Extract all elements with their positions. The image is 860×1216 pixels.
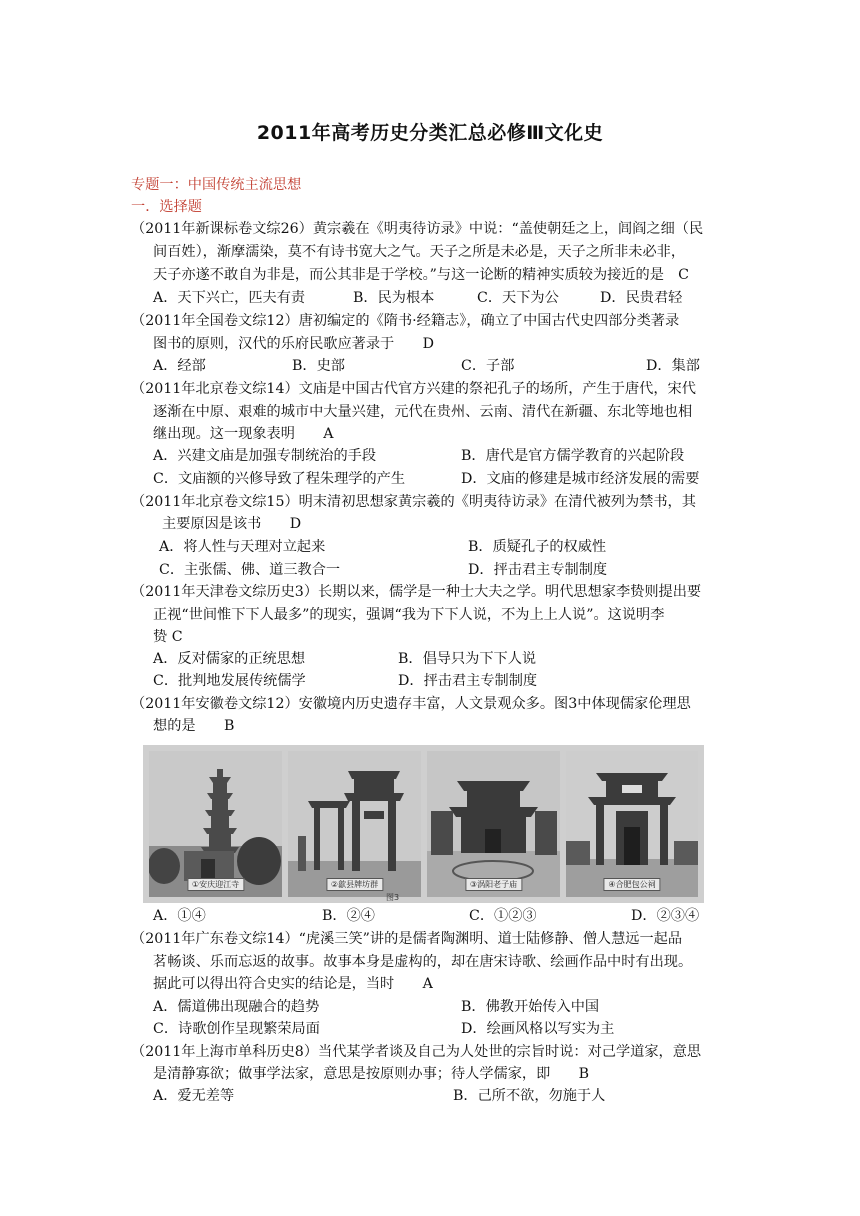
question-4-line-2: 主要原因是该书 D bbox=[162, 516, 302, 532]
question-2-option-d: D．集部 bbox=[646, 358, 700, 374]
question-7-line-1: （2011年广东卷文综14）“虎溪三笑”讲的是儒者陶渊明、道士陆修静、僧人慧远一起品 bbox=[131, 931, 683, 947]
question-7-line-3: 据此可以得出符合史实的结论是，当时 A bbox=[153, 976, 433, 992]
question-8-line-2: 是清静寡欲；做事学法家，意思是按原则办事；待人学儒家，即 B bbox=[153, 1066, 590, 1082]
photo-caption-3: ③涡阳老子庙 bbox=[465, 878, 522, 891]
question-3-line-2: 逐渐在中原、艰难的城市中大量兴建，元代在贵州、云南、清代在新疆、东北等地也相 bbox=[153, 404, 693, 420]
document-title: 2011年高考历史分类汇总必修Ⅲ文化史 bbox=[256, 122, 604, 144]
question-7-line-2: 茗畅谈、乐而忘返的故事。故事本身是虚构的，却在唐宋诗歌、绘画作品中时有出现。 bbox=[153, 954, 693, 970]
question-8-option-b: B．己所不欲，勿施于人 bbox=[453, 1088, 606, 1104]
question-1-line-1: （2011年新课标卷文综26）黄宗羲在《明夷待访录》中说：“盖使朝廷之上，闾阎之细（民 bbox=[131, 221, 704, 237]
topic-heading: 专题一：中国传统主流思想 bbox=[131, 177, 302, 193]
question-3-line-3: 继出现。这一现象表明 A bbox=[153, 426, 334, 442]
question-4-option-c: C．主张儒、佛、道三教合一 bbox=[159, 562, 341, 578]
photo-caption-2: ②歙县牌坊群 bbox=[326, 878, 383, 891]
question-5-option-c: C．批判地发展传统儒学 bbox=[153, 673, 306, 689]
question-2-option-c: C．子部 bbox=[461, 358, 515, 374]
question-1-option-d: D．民贵君轻 bbox=[600, 290, 683, 306]
question-7-option-d: D．绘画风格以写实为主 bbox=[461, 1021, 615, 1037]
question-5-line-3: 贽 C bbox=[153, 629, 183, 645]
question-2-line-1: （2011年全国卷文综12）唐初编定的《隋书·经籍志》，确立了中国古代史四部分类著录 bbox=[131, 313, 680, 329]
photo-caption-1: ①安庆迎江寺 bbox=[187, 878, 244, 891]
question-6-line-1: （2011年安徽卷文综12）安徽境内历史遗存丰富，人文景观众多。图3中体现儒家伦理思 bbox=[131, 696, 691, 712]
figure-label: 图3 bbox=[386, 893, 400, 902]
question-1-line-2: 间百姓），渐摩濡染，莫不有诗书宽大之气。天子之所是未必是，天子之所非未必非， bbox=[153, 244, 686, 260]
question-5-option-a: A．反对儒家的正统思想 bbox=[153, 651, 306, 667]
question-5-option-d: D．抨击君主专制制度 bbox=[398, 673, 538, 689]
photo-caption-4: ④合肥包公祠 bbox=[603, 878, 660, 891]
question-7-option-b: B．佛教开始传入中国 bbox=[461, 999, 600, 1015]
question-2-option-a: A．经部 bbox=[153, 358, 206, 374]
photo-pagoda bbox=[149, 751, 282, 897]
question-6-option-a: A．①④ bbox=[153, 908, 206, 924]
question-4-option-d: D．抨击君主专制制度 bbox=[468, 562, 608, 578]
question-5-option-b: B．倡导只为下下人说 bbox=[398, 651, 537, 667]
section-heading: 一．选择题 bbox=[131, 199, 202, 215]
question-8-option-a: A．爱无差等 bbox=[153, 1088, 235, 1104]
question-6-option-b: B．②④ bbox=[322, 908, 375, 924]
question-4-line-1: （2011年北京卷文综15）明末清初思想家黄宗羲的《明夷待访录》在清代被列为禁书，其 bbox=[131, 494, 696, 510]
question-2-line-2: 图书的原则，汉代的乐府民歌应著录于 D bbox=[153, 336, 434, 352]
photo-memorial-arches bbox=[288, 751, 421, 897]
question-7-option-a: A．儒道佛出现融合的趋势 bbox=[153, 999, 320, 1015]
question-5-line-1: （2011年天津卷文综历史3）长期以来，儒学是一种士大夫之学。明代思想家李贽则提出要 bbox=[131, 584, 702, 600]
question-1-option-c: C．天下为公 bbox=[477, 290, 559, 306]
question-4-option-a: A．将人性与天理对立起来 bbox=[159, 539, 326, 555]
question-6-option-c: C．①②③ bbox=[469, 908, 537, 924]
question-3-option-c: C．文庙额的兴修导致了程朱理学的产生 bbox=[153, 471, 406, 487]
question-3-option-b: B．唐代是官方儒学教育的兴起阶段 bbox=[461, 448, 685, 464]
photo-shrine bbox=[566, 751, 698, 897]
figure-3-photos bbox=[143, 745, 704, 903]
question-8-line-1: （2011年上海市单科历史8）当代某学者谈及自己为人处世的宗旨时说：对己学道家，意思 bbox=[131, 1044, 702, 1060]
question-7-option-c: C．诗歌创作呈现繁荣局面 bbox=[153, 1021, 320, 1037]
question-5-line-2: 正视“世间惟下下人最多”的现实，强调“我为下下人说，不为上上人说”。这说明李 bbox=[153, 607, 665, 623]
question-2-option-b: B．史部 bbox=[292, 358, 345, 374]
question-3-line-1: （2011年北京卷文综14）文庙是中国古代官方兴建的祭祀孔子的场所，产生于唐代，宋代 bbox=[131, 381, 696, 397]
question-3-option-d: D．文庙的修建是城市经济发展的需要 bbox=[461, 471, 700, 487]
question-1-option-a: A．天下兴亡，匹夫有责 bbox=[153, 290, 306, 306]
question-6-line-2: 想的是 B bbox=[153, 718, 235, 734]
question-1-option-b: B．民为根本 bbox=[353, 290, 435, 306]
question-1-line-3: 天子亦遂不敢自为非是，而公其非是于学校。”与这一论断的精神实质较为接近的是 C bbox=[153, 267, 689, 283]
question-4-option-b: B．质疑孔子的权威性 bbox=[468, 539, 607, 555]
photo-temple bbox=[427, 751, 560, 897]
question-6-option-d: D．②③④ bbox=[631, 908, 700, 924]
question-3-option-a: A．兴建文庙是加强专制统治的手段 bbox=[153, 448, 377, 464]
